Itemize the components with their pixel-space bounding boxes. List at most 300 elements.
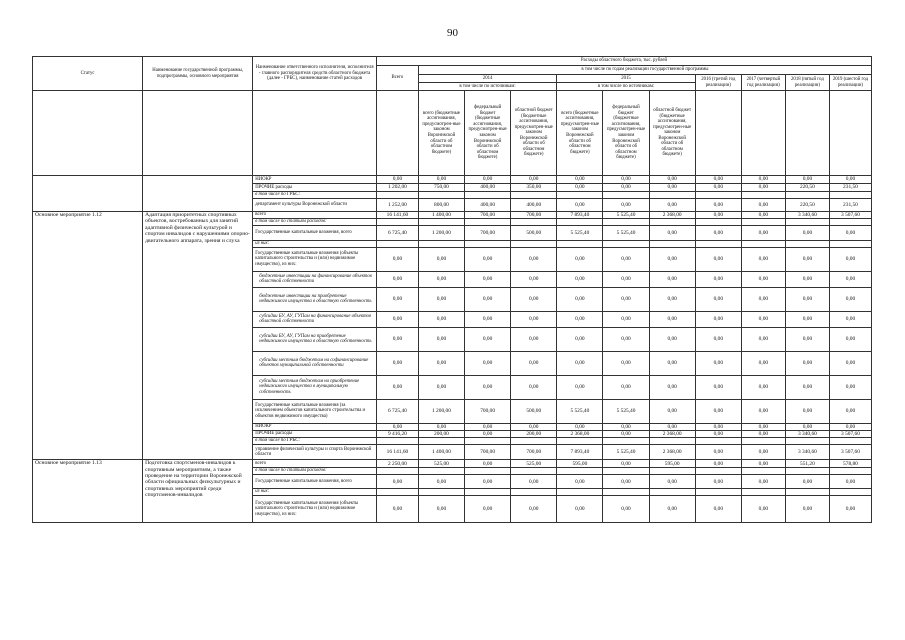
header-year-2016: 2016 (третий год реализации) xyxy=(695,75,741,91)
row-status xyxy=(33,176,143,212)
cell-value xyxy=(418,219,464,226)
cell-value: 0,00 xyxy=(785,327,829,351)
cell-value: 0,00 xyxy=(741,311,785,327)
cell-value: 0,00 xyxy=(511,247,557,271)
cell-value: 0,00 xyxy=(785,496,829,523)
row-label: всего xyxy=(253,212,377,219)
cell-value xyxy=(557,489,603,496)
cell-value: 400,00 xyxy=(465,184,511,192)
cell-value: 0,00 xyxy=(785,247,829,271)
cell-value: 0,00 xyxy=(418,176,464,184)
cell-value: 0,00 xyxy=(376,287,418,311)
cell-value xyxy=(511,489,557,496)
cell-value: 700,00 xyxy=(465,445,511,460)
cell-value: 0,00 xyxy=(603,351,649,375)
cell-value xyxy=(695,438,741,445)
cell-value: 0,00 xyxy=(695,475,741,489)
header-status: Статус xyxy=(33,57,143,91)
cell-value: 3 507,60 xyxy=(829,212,871,219)
header-incl-sources-2015: в том числе по источникам: xyxy=(557,83,695,91)
cell-value: 700,00 xyxy=(465,226,511,241)
cell-value: 3 507,60 xyxy=(829,445,871,460)
cell-value: 0,00 xyxy=(603,271,649,287)
cell-value: 0,00 xyxy=(741,375,785,399)
cell-value: 0,00 xyxy=(649,423,695,430)
cell-value: 0,00 xyxy=(741,226,785,241)
header-executor: Наименование ответственного исполнителя, исполнителя - главного распорядителя средств областного бюджета (далее - ГРБС), наименование статей расходов xyxy=(253,57,377,91)
cell-value: 0,00 xyxy=(649,375,695,399)
cell-value: 595,00 xyxy=(649,460,695,468)
row-label: субсидии БУ, АУ, ГУПам на приобретение недвижимого имущества в областную собственность xyxy=(253,327,377,351)
cell-value: 0,00 xyxy=(465,287,511,311)
cell-value: 0,00 xyxy=(695,399,741,423)
cell-value: 0,00 xyxy=(829,287,871,311)
cell-value xyxy=(511,192,557,199)
cell-value: 0,00 xyxy=(649,351,695,375)
cell-value: 0,00 xyxy=(649,184,695,192)
cell-value: 0,00 xyxy=(557,247,603,271)
cell-value: 0,00 xyxy=(741,176,785,184)
cell-value xyxy=(741,489,785,496)
cell-value: 3 340,60 xyxy=(785,212,829,219)
cell-value: 0,00 xyxy=(741,460,785,468)
header-2014-federal: федеральный бюджет (бюджетные ассигнования, предусмотрен-ные законом Воронежской области об областном бюджете) xyxy=(465,91,511,176)
cell-value: 0,00 xyxy=(741,351,785,375)
cell-value: 0,00 xyxy=(557,475,603,489)
cell-value: 0,00 xyxy=(376,351,418,375)
cell-value: 0,00 xyxy=(695,423,741,430)
cell-value: 0,00 xyxy=(785,351,829,375)
cell-value: 1 200,00 xyxy=(418,399,464,423)
cell-value xyxy=(603,192,649,199)
cell-value: 0,00 xyxy=(829,375,871,399)
cell-value xyxy=(557,438,603,445)
cell-value: 0,00 xyxy=(741,430,785,437)
cell-value: 0,00 xyxy=(785,475,829,489)
cell-value: 0,00 xyxy=(557,271,603,287)
cell-value: 0,00 xyxy=(376,375,418,399)
row-label: из них: xyxy=(253,241,377,248)
cell-value xyxy=(418,489,464,496)
cell-value: 0,00 xyxy=(376,327,418,351)
cell-value: 0,00 xyxy=(785,271,829,287)
cell-value: 0,00 xyxy=(695,176,741,184)
cell-value: 5 525,40 xyxy=(603,212,649,219)
cell-value: 0,00 xyxy=(511,496,557,523)
cell-value: 3 507,60 xyxy=(829,430,871,437)
cell-value: 0,00 xyxy=(741,399,785,423)
cell-value: 0,00 xyxy=(741,247,785,271)
cell-value: 0,00 xyxy=(465,311,511,327)
row-label: субсидии БУ, АУ, ГУПам на финансирование объектов областной собственности xyxy=(253,311,377,327)
cell-value xyxy=(695,468,741,475)
cell-value xyxy=(695,192,741,199)
cell-value: 231,50 xyxy=(829,199,871,212)
row-program-name xyxy=(143,176,253,212)
cell-value: 0,00 xyxy=(829,475,871,489)
cell-value xyxy=(511,468,557,475)
cell-value xyxy=(829,192,871,199)
row-status: Основное мероприятие 1.12 xyxy=(33,212,143,460)
cell-value xyxy=(603,489,649,496)
cell-value xyxy=(603,468,649,475)
cell-value: 0,00 xyxy=(829,399,871,423)
cell-value: 0,00 xyxy=(785,226,829,241)
cell-value: 0,00 xyxy=(418,247,464,271)
cell-value xyxy=(649,219,695,226)
cell-value xyxy=(785,489,829,496)
cell-value: 750,00 xyxy=(418,184,464,192)
cell-value: 16 141,60 xyxy=(376,445,418,460)
cell-value: 5 525,40 xyxy=(557,399,603,423)
cell-value: 0,00 xyxy=(649,199,695,212)
cell-value: 400,00 xyxy=(511,199,557,212)
table-row xyxy=(33,176,872,184)
cell-value: 0,00 xyxy=(418,351,464,375)
cell-value: 525,00 xyxy=(418,460,464,468)
cell-value: 0,00 xyxy=(649,327,695,351)
cell-value: 0,00 xyxy=(603,375,649,399)
cell-value xyxy=(695,219,741,226)
cell-value: 0,00 xyxy=(829,351,871,375)
header-total: Всего xyxy=(376,66,418,91)
cell-value xyxy=(785,192,829,199)
row-label: субсидии местным бюджетам на софинансирование объектов муниципальной собственности xyxy=(253,351,377,375)
cell-value: 0,00 xyxy=(785,375,829,399)
row-label: из них: xyxy=(253,489,377,496)
cell-value: 0,00 xyxy=(829,247,871,271)
cell-value: 0,00 xyxy=(741,327,785,351)
cell-value xyxy=(465,489,511,496)
cell-value: 0,00 xyxy=(603,247,649,271)
cell-value: 0,00 xyxy=(785,176,829,184)
cell-value: 1 200,00 xyxy=(418,226,464,241)
cell-value: 500,00 xyxy=(511,226,557,241)
cell-value: 0,00 xyxy=(557,327,603,351)
cell-value: 9 416,20 xyxy=(376,430,418,437)
cell-value: 0,00 xyxy=(649,176,695,184)
cell-value: 0,00 xyxy=(829,423,871,430)
cell-value: 0,00 xyxy=(649,226,695,241)
cell-value: 0,00 xyxy=(695,311,741,327)
cell-value: 0,00 xyxy=(695,430,741,437)
cell-value: 0,00 xyxy=(557,199,603,212)
cell-value: 220,50 xyxy=(785,199,829,212)
cell-value xyxy=(741,438,785,445)
header-year-2015: 2015 xyxy=(557,75,695,83)
cell-value: 0,00 xyxy=(785,399,829,423)
cell-value: 700,00 xyxy=(511,212,557,219)
cell-value: 551,20 xyxy=(785,460,829,468)
cell-value: 0,00 xyxy=(511,327,557,351)
cell-value: 0,00 xyxy=(829,327,871,351)
cell-value: 3 340,60 xyxy=(785,445,829,460)
cell-value xyxy=(829,219,871,226)
cell-value xyxy=(741,219,785,226)
cell-value: 0,00 xyxy=(465,327,511,351)
row-label: НИОКР xyxy=(253,176,377,184)
cell-value: 500,00 xyxy=(511,399,557,423)
header-incl-sources-2014: в том числе по источникам: xyxy=(418,83,556,91)
cell-value: 0,00 xyxy=(695,271,741,287)
header-2014-total: всего (бюджетные ассигнования, предусмотрен-ные законом Воронежской области об областном бюджете) xyxy=(418,91,464,176)
cell-value: 0,00 xyxy=(741,496,785,523)
cell-value: 0,00 xyxy=(465,460,511,468)
cell-value: 0,00 xyxy=(603,475,649,489)
cell-value: 0,00 xyxy=(785,423,829,430)
cell-value: 595,00 xyxy=(557,460,603,468)
cell-value: 2 368,00 xyxy=(649,212,695,219)
cell-value: 0,00 xyxy=(603,287,649,311)
cell-value xyxy=(376,489,418,496)
cell-value: 578,80 xyxy=(829,460,871,468)
row-label: всего xyxy=(253,460,377,468)
cell-value: 5 525,40 xyxy=(557,226,603,241)
cell-value: 0,00 xyxy=(649,311,695,327)
cell-value xyxy=(649,192,695,199)
cell-value xyxy=(785,438,829,445)
cell-value: 0,00 xyxy=(695,496,741,523)
row-label: в том числе по статьям расходов: xyxy=(253,468,377,475)
cell-value: 0,00 xyxy=(511,311,557,327)
cell-value: 0,00 xyxy=(829,271,871,287)
cell-value: 0,00 xyxy=(465,247,511,271)
cell-value: 0,00 xyxy=(695,460,741,468)
cell-value: 0,00 xyxy=(557,496,603,523)
budget-table xyxy=(32,56,872,523)
table-row xyxy=(33,460,872,468)
cell-value xyxy=(376,192,418,199)
cell-value: 0,00 xyxy=(465,176,511,184)
cell-value: 2 368,00 xyxy=(557,430,603,437)
cell-value: 0,00 xyxy=(741,287,785,311)
cell-value: 0,00 xyxy=(465,271,511,287)
row-label: субсидии местным бюджетам на приобретение недвижимого имущества в муниципальную собственность xyxy=(253,375,377,399)
cell-value xyxy=(829,438,871,445)
cell-value: 7 893,40 xyxy=(557,445,603,460)
cell-value: 800,00 xyxy=(418,199,464,212)
cell-value xyxy=(649,468,695,475)
cell-value xyxy=(649,438,695,445)
cell-value: 0,00 xyxy=(465,475,511,489)
cell-value: 0,00 xyxy=(785,311,829,327)
cell-value: 0,00 xyxy=(695,199,741,212)
cell-value: 0,00 xyxy=(465,430,511,437)
cell-value: 0,00 xyxy=(829,311,871,327)
cell-value xyxy=(511,219,557,226)
header-2015-regional: областной бюджет (бюджетные ассигнования, предусмотрен-ные законом Воронежской области об областном бюджете) xyxy=(649,91,695,176)
row-status: Основное мероприятие 1.13 xyxy=(33,460,143,523)
cell-value: 0,00 xyxy=(649,399,695,423)
cell-value xyxy=(465,438,511,445)
cell-value xyxy=(829,489,871,496)
cell-value: 0,00 xyxy=(511,475,557,489)
cell-value: 700,00 xyxy=(465,399,511,423)
cell-value: 0,00 xyxy=(741,271,785,287)
cell-value: 0,00 xyxy=(418,271,464,287)
row-label: управление физической культуры и спорта Воронежской области xyxy=(253,445,377,460)
row-label: в том числе по статьям расходов: xyxy=(253,219,377,226)
cell-value: 0,00 xyxy=(557,351,603,375)
header-year-2019: 2019 (шестой год реализации) xyxy=(829,75,871,91)
cell-value xyxy=(741,192,785,199)
cell-value: 0,00 xyxy=(465,375,511,399)
row-program-name: Подготовка спортсменов-инвалидов к спортивным мероприятиям, а также проведение на территории Воронежской области официальных физкультурных и спортивных мероприятий среди спортсменов-инвалидов xyxy=(143,460,253,523)
cell-value: 3 340,60 xyxy=(785,430,829,437)
row-label: Государственные капитальные вложения, всего xyxy=(253,475,377,489)
cell-value xyxy=(785,468,829,475)
cell-value: 0,00 xyxy=(418,311,464,327)
cell-value: 0,00 xyxy=(829,496,871,523)
cell-value: 0,00 xyxy=(695,247,741,271)
cell-value xyxy=(603,438,649,445)
cell-value xyxy=(603,219,649,226)
header-program-name: Наименование государственной программы, подпрограммы, основного мероприятия xyxy=(143,57,253,91)
row-label: бюджетные инвестиции на финансирование объектов областной собственности xyxy=(253,271,377,287)
cell-value: 0,00 xyxy=(465,423,511,430)
header-year-2018: 2018 (пятый год реализации) xyxy=(785,75,829,91)
cell-value xyxy=(376,219,418,226)
cell-value: 0,00 xyxy=(741,184,785,192)
cell-value: 0,00 xyxy=(511,375,557,399)
cell-value xyxy=(465,468,511,475)
cell-value xyxy=(465,192,511,199)
row-label: НИОКР xyxy=(253,423,377,430)
header-by-years: в том числе по годам реализации государственной программы xyxy=(418,66,871,75)
cell-value: 5 525,40 xyxy=(603,399,649,423)
cell-value xyxy=(829,468,871,475)
header-year-2017: 2017 (четвертый год реализации) xyxy=(741,75,785,91)
cell-value: 0,00 xyxy=(557,423,603,430)
cell-value: 0,00 xyxy=(741,212,785,219)
cell-value xyxy=(376,438,418,445)
cell-value: 0,00 xyxy=(418,327,464,351)
cell-value: 700,00 xyxy=(511,445,557,460)
cell-value xyxy=(418,192,464,199)
cell-value xyxy=(649,489,695,496)
cell-value: 0,00 xyxy=(695,226,741,241)
row-label: Государственные капитальные вложения, всего xyxy=(253,226,377,241)
cell-value: 0,00 xyxy=(603,423,649,430)
cell-value: 2 250,00 xyxy=(376,460,418,468)
header-2014-regional: областной бюджет (бюджетные ассигнования, предусмотрен-ные законом Воронежской области об областном бюджете) xyxy=(511,91,557,176)
cell-value: 0,00 xyxy=(695,445,741,460)
header-year-2014: 2014 xyxy=(418,75,556,83)
cell-value: 0,00 xyxy=(557,184,603,192)
cell-value: 5 525,40 xyxy=(603,445,649,460)
cell-value: 0,00 xyxy=(649,247,695,271)
cell-value: 2 368,00 xyxy=(649,445,695,460)
cell-value: 0,00 xyxy=(603,460,649,468)
cell-value xyxy=(695,489,741,496)
cell-value: 400,00 xyxy=(465,199,511,212)
cell-value: 0,00 xyxy=(695,287,741,311)
cell-value: 0,00 xyxy=(695,375,741,399)
table-row xyxy=(33,212,872,219)
cell-value: 0,00 xyxy=(511,271,557,287)
cell-value: 0,00 xyxy=(695,351,741,375)
cell-value xyxy=(418,468,464,475)
cell-value xyxy=(511,438,557,445)
cell-value: 1 400,00 xyxy=(418,212,464,219)
cell-value: 0,00 xyxy=(695,327,741,351)
row-label: департамент культуры Воронежской области xyxy=(253,199,377,212)
cell-value xyxy=(557,192,603,199)
cell-value: 0,00 xyxy=(376,475,418,489)
cell-value: 0,00 xyxy=(829,226,871,241)
cell-value: 0,00 xyxy=(557,375,603,399)
cell-value: 0,00 xyxy=(649,271,695,287)
cell-value: 0,00 xyxy=(603,176,649,184)
cell-value: 0,00 xyxy=(741,475,785,489)
header-expenses-title: Расходы областного бюджета, тыс. рублей xyxy=(376,57,871,66)
cell-value: 2 368,00 xyxy=(649,430,695,437)
cell-value: 1 400,00 xyxy=(418,445,464,460)
cell-value: 5 525,40 xyxy=(603,226,649,241)
cell-value xyxy=(557,219,603,226)
cell-value: 0,00 xyxy=(465,351,511,375)
cell-value: 0,00 xyxy=(557,287,603,311)
cell-value: 0,00 xyxy=(418,375,464,399)
cell-value: 16 141,60 xyxy=(376,212,418,219)
cell-value: 0,00 xyxy=(511,351,557,375)
cell-value: 0,00 xyxy=(376,311,418,327)
cell-value xyxy=(785,219,829,226)
row-label: в том числе по ГРБС: xyxy=(253,438,377,445)
cell-value: 0,00 xyxy=(741,445,785,460)
row-label: ПРОЧИЕ расходы xyxy=(253,184,377,192)
cell-value: 0,00 xyxy=(557,311,603,327)
row-label: бюджетные инвестиции на приобретение недвижимого имущества в областную собственность xyxy=(253,287,377,311)
cell-value: 0,00 xyxy=(649,287,695,311)
cell-value: 0,00 xyxy=(376,247,418,271)
cell-value: 0,00 xyxy=(376,271,418,287)
cell-value: 0,00 xyxy=(418,423,464,430)
cell-value xyxy=(418,438,464,445)
cell-value: 0,00 xyxy=(376,423,418,430)
row-label: Государственные капитальные вложения (объекты капитального строительства и (или) недвижимое имущество), из них: xyxy=(253,247,377,271)
cell-value: 0,00 xyxy=(418,287,464,311)
cell-value: 6 725,40 xyxy=(376,399,418,423)
cell-value: 0,00 xyxy=(603,184,649,192)
row-program-name: Адаптация приоритетных спортивных объектов, востребованных для занятий адаптивной физической культурой и спортом инвалидов с нарушениями опорно-двигательного аппарата, зрения и слуха xyxy=(143,212,253,460)
cell-value: 0,00 xyxy=(603,199,649,212)
cell-value: 0,00 xyxy=(741,199,785,212)
cell-value: 1 252,00 xyxy=(376,199,418,212)
cell-value: 0,00 xyxy=(695,212,741,219)
cell-value: 0,00 xyxy=(603,327,649,351)
header-2015-total: всего (бюджетные ассигнования, предусмотрен-ные законом Воронежской области об областном бюджете) xyxy=(557,91,603,176)
row-label: Государственные капитальные вложения (за исключением объектов капитального строительства и объектов недвижимого имущества) xyxy=(253,399,377,423)
cell-value: 231,50 xyxy=(829,184,871,192)
cell-value: 0,00 xyxy=(829,176,871,184)
cell-value: 0,00 xyxy=(511,287,557,311)
row-label: ПРОЧИЕ расходы xyxy=(253,430,377,437)
cell-value: 0,00 xyxy=(557,176,603,184)
cell-value: 0,00 xyxy=(511,176,557,184)
cell-value: 6 725,40 xyxy=(376,226,418,241)
cell-value: 0,00 xyxy=(603,311,649,327)
cell-value: 0,00 xyxy=(741,423,785,430)
row-label: Государственные капитальные вложения (объекты капитального строительства и (или) недвижимое имущество), из них: xyxy=(253,496,377,523)
cell-value: 200,00 xyxy=(511,430,557,437)
cell-value: 220,50 xyxy=(785,184,829,192)
cell-value xyxy=(465,219,511,226)
cell-value: 7 893,40 xyxy=(557,212,603,219)
cell-value: 0,00 xyxy=(785,287,829,311)
cell-value: 0,00 xyxy=(695,184,741,192)
cell-value: 525,00 xyxy=(511,460,557,468)
